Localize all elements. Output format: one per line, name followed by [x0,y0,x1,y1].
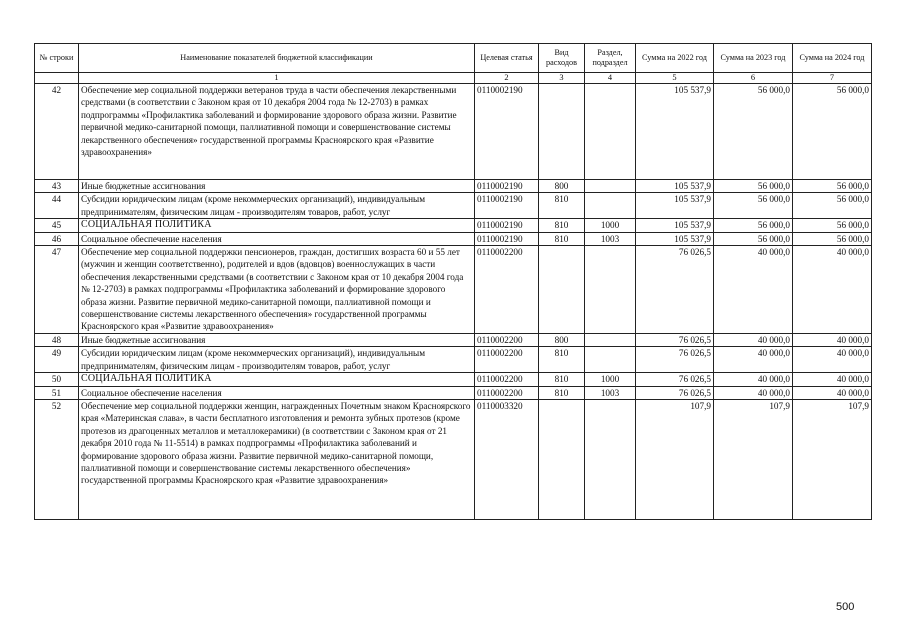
row-sum-2024: 56 000,0 [793,232,872,245]
row-sum-2024: 40 000,0 [793,333,872,346]
row-target-article: 0110002190 [475,232,539,245]
table-row [35,399,872,519]
row-sum-2022: 105 537,9 [636,180,714,193]
budget-table [34,43,872,520]
row-name: Иные бюджетные ассигнования [79,333,475,346]
row-target-article: 0110002200 [475,333,539,346]
table-row [35,347,872,373]
row-section [585,180,636,193]
row-name: Иные бюджетные ассигнования [79,180,475,193]
row-sum-2023: 56 000,0 [714,84,793,180]
col-number: 4 [585,73,636,84]
col-header-sum-2023: Сумма на 2023 год [714,44,793,73]
row-expense-type: 810 [539,347,585,373]
row-sum-2022: 105 537,9 [636,84,714,180]
row-expense-type: 810 [539,386,585,399]
row-sum-2024: 40 000,0 [793,386,872,399]
col-number: 1 [79,73,475,84]
table-row [35,373,872,386]
row-number: 45 [35,219,79,232]
row-number: 48 [35,333,79,346]
row-expense-type: 810 [539,193,585,219]
col-header-row-number: № строки [35,44,79,73]
row-sum-2024: 40 000,0 [793,347,872,373]
col-header-sum-2024: Сумма на 2024 год [793,44,872,73]
row-sum-2022: 76 026,5 [636,333,714,346]
row-section [585,193,636,219]
row-number: 52 [35,399,79,519]
col-number: 3 [539,73,585,84]
row-sum-2023: 40 000,0 [714,386,793,399]
row-number: 50 [35,373,79,386]
row-number: 46 [35,232,79,245]
row-sum-2023: 56 000,0 [714,180,793,193]
row-target-article: 0110002200 [475,347,539,373]
col-number [35,73,79,84]
row-expense-type: 810 [539,232,585,245]
col-header-expense-type: Вид расходов [539,44,585,73]
row-expense-type [539,399,585,519]
row-sum-2022: 76 026,5 [636,386,714,399]
table-row [35,193,872,219]
row-expense-type: 810 [539,373,585,386]
table-row [35,246,872,334]
row-section [585,246,636,334]
col-header-target-article: Целевая статья [475,44,539,73]
row-section: 1003 [585,232,636,245]
row-expense-type: 800 [539,333,585,346]
row-sum-2024: 56 000,0 [793,219,872,232]
row-section [585,347,636,373]
row-target-article: 0110002200 [475,386,539,399]
row-target-article: 0110002190 [475,219,539,232]
row-sum-2022: 76 026,5 [636,246,714,334]
row-name: Субсидии юридическим лицам (кроме некоммерческих организаций), индивидуальным предпринимателям, физическим лицам - производителям товаров, работ, услуг [79,347,475,373]
row-expense-type [539,84,585,180]
row-section: 1000 [585,373,636,386]
row-name: Обеспечение мер социальной поддержки пенсионеров, граждан, достигших возраста 60 и 55 лет (мужчин и женщин соответственно), родителей и вдов (вдовцов) военнослужащих в части обеспечения лекарственными средствами (в соответствии с Законом края от 10 декабря 2004 года № 12-2703) в рамках подпрограммы «Профилактика заболеваний и формирование здорового образа жизни. Развитие первичной медико-санитарной помощи, паллиативной помощи и совершенствование системы лекарственного обеспечения» государственной программы Красноярского края «Развитие здравоохранения» [79,246,475,334]
row-number: 51 [35,386,79,399]
row-section [585,333,636,346]
table-row [35,84,872,180]
row-sum-2022: 107,9 [636,399,714,519]
col-header-section: Раздел, подраздел [585,44,636,73]
table-row [35,219,872,232]
row-sum-2023: 40 000,0 [714,333,793,346]
row-section: 1000 [585,219,636,232]
col-number: 6 [714,73,793,84]
row-target-article: 0110002190 [475,180,539,193]
row-number: 43 [35,180,79,193]
page-number: 500 [836,601,855,613]
row-name: Обеспечение мер социальной поддержки женщин, награжденных Почетным знаком Красноярского края «Материнская слава», в части бесплатного изготовления и ремонта зубных протезов (кроме протезов из драгоценных металлов и металлокерамики) (в соответствии с Законом края от 21 декабря 2010 года № 11-5514) в рамках подпрограммы «Профилактика заболеваний и формирование здорового образа жизни. Развитие первичной медико-санитарной помощи, паллиативной помощи и совершенствование системы лекарственного обеспечения» государственной программы Красноярского края «Развитие здравоохранения» [79,399,475,519]
row-expense-type: 810 [539,219,585,232]
row-sum-2023: 40 000,0 [714,347,793,373]
header-row [35,44,872,73]
row-number: 49 [35,347,79,373]
col-number: 7 [793,73,872,84]
row-name: Субсидии юридическим лицам (кроме некоммерческих организаций), индивидуальным предпринимателям, физическим лицам - производителям товаров, работ, услуг [79,193,475,219]
row-sum-2024: 56 000,0 [793,84,872,180]
row-section [585,84,636,180]
row-sum-2022: 76 026,5 [636,347,714,373]
row-sum-2023: 40 000,0 [714,373,793,386]
row-name: СОЦИАЛЬНАЯ ПОЛИТИКА [79,373,475,386]
row-sum-2024: 40 000,0 [793,246,872,334]
row-name: СОЦИАЛЬНАЯ ПОЛИТИКА [79,219,475,232]
table-row [35,232,872,245]
row-target-article: 0110002200 [475,246,539,334]
row-sum-2024: 56 000,0 [793,193,872,219]
table-row [35,333,872,346]
row-sum-2024: 56 000,0 [793,180,872,193]
row-expense-type: 800 [539,180,585,193]
row-sum-2023: 56 000,0 [714,219,793,232]
row-name: Социальное обеспечение населения [79,386,475,399]
row-number: 42 [35,84,79,180]
row-number: 44 [35,193,79,219]
row-sum-2022: 105 537,9 [636,193,714,219]
row-name: Социальное обеспечение населения [79,232,475,245]
row-sum-2022: 105 537,9 [636,219,714,232]
row-section: 1003 [585,386,636,399]
row-sum-2024: 40 000,0 [793,373,872,386]
row-name: Обеспечение мер социальной поддержки ветеранов труда в части обеспечения лекарственными средствами (в соответствии с Законом края от 10 декабря 2004 года № 12-2703) в рамках подпрограммы «Профилактика заболеваний и формирование здорового образа жизни. Развитие первичной медико-санитарной помощи, паллиативной помощи и совершенствование системы лекарственного обеспечения» государственной программы Красноярского края «Развитие здравоохранения» [79,84,475,180]
row-section [585,399,636,519]
col-header-sum-2022: Сумма на 2022 год [636,44,714,73]
col-header-name: Наименование показателей бюджетной классификации [79,44,475,73]
row-sum-2023: 56 000,0 [714,193,793,219]
row-target-article: 0110002200 [475,373,539,386]
row-target-article: 0110003320 [475,399,539,519]
col-number: 5 [636,73,714,84]
column-number-row [35,73,872,84]
row-sum-2023: 107,9 [714,399,793,519]
row-target-article: 0110002190 [475,84,539,180]
row-sum-2023: 40 000,0 [714,246,793,334]
row-sum-2024: 107,9 [793,399,872,519]
row-target-article: 0110002190 [475,193,539,219]
table-row [35,180,872,193]
row-sum-2023: 56 000,0 [714,232,793,245]
row-sum-2022: 76 026,5 [636,373,714,386]
row-expense-type [539,246,585,334]
row-sum-2022: 105 537,9 [636,232,714,245]
row-number: 47 [35,246,79,334]
col-number: 2 [475,73,539,84]
table-row [35,386,872,399]
